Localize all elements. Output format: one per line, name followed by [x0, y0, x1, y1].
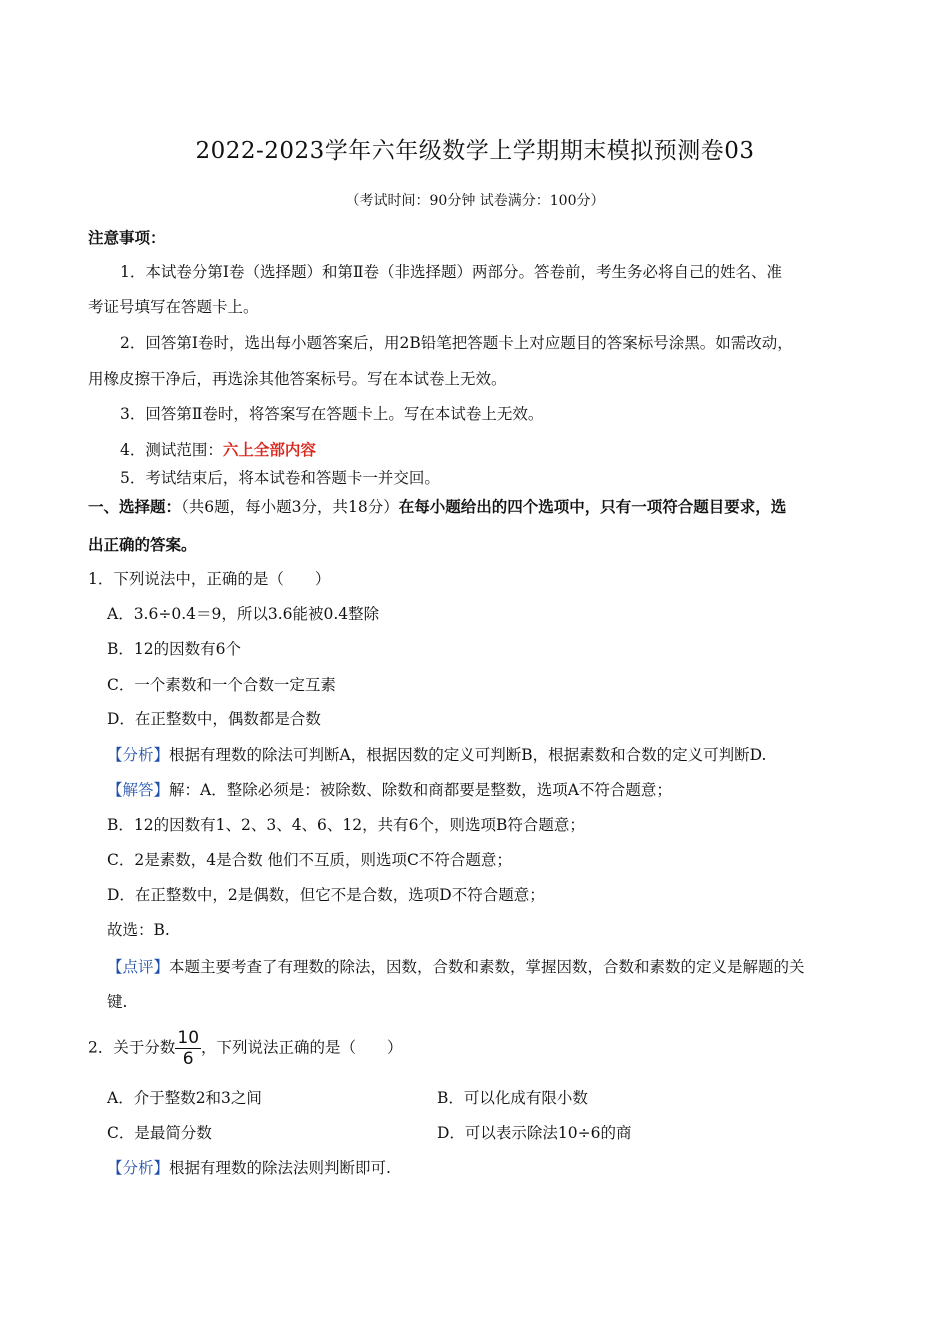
- exam-info: （考试时间：90分钟 试卷满分：100分）: [345, 193, 605, 209]
- q1-option-d: D．在正整数中，偶数都是合数: [107, 710, 321, 728]
- q1-option-b: B．12的因数有6个: [107, 640, 241, 658]
- notice-line-2b: 用橡皮擦干净后，再选涂其他答案标号。写在本试卷上无效。: [88, 370, 507, 388]
- q1-analysis-text: 根据有理数的除法可判断A，根据因数的定义可判断B，根据素数和合数的定义可判断D.: [169, 746, 767, 764]
- notice-line-1b: 考证号填写在答题卡上。: [88, 298, 259, 316]
- q1-option-a: A．3.6÷0.4＝9，所以3.6能被0.4整除: [107, 605, 380, 623]
- q1-solution: [107, 780, 672, 800]
- notice-line-3: 3．回答第Ⅱ卷时，将答案写在答题卡上。写在本试卷上无效。: [120, 405, 544, 423]
- section-1-instruction: 在每小题给出的四个选项中，只有一项符合题目要求，选: [398, 498, 787, 516]
- fraction-numerator: 10: [177, 1028, 200, 1048]
- fraction-denominator: 6: [182, 1049, 194, 1069]
- q1-solution-text: 解：A．整除必须是：被除数、除数和商都要是整数，选项A不符合题意；: [169, 781, 672, 799]
- notice-line-4: [120, 440, 316, 460]
- section-1-label: 一、选择题：: [88, 498, 182, 516]
- q1-comment-text: 本题主要考查了有理数的除法，因数，合数和素数，掌握因数，合数和素数的定义是解题的关: [169, 958, 805, 976]
- notice-line-5: 5．考试结束后，将本试卷和答题卡一并交回。: [120, 469, 440, 487]
- q1-analysis-tag: 【分析】: [107, 746, 170, 764]
- q1-answer: 故选：B.: [107, 921, 170, 939]
- section-1-instruction-cont: 出正确的答案。: [88, 536, 197, 554]
- q1-solution-c: C．2是素数，4是合数 他们不互质，则选项C不符合题意；: [107, 851, 512, 869]
- notice-line-2a: 2．回答第Ⅰ卷时，选出每小题答案后，用2B铅笔把答题卡上对应题目的答案标号涂黑。如需改动，: [120, 334, 793, 352]
- q1-option-c: C．一个素数和一个合数一定互素: [107, 676, 336, 694]
- q2-analysis-text: 根据有理数的除法法则判断即可.: [169, 1159, 391, 1177]
- q2-stem-post: ，下列说法正确的是（ ）: [201, 1038, 403, 1057]
- notice-line-1a: 1．本试卷分第Ⅰ卷（选择题）和第Ⅱ卷（非选择题）两部分。答卷前，考生务必将自己的姓名、准: [120, 263, 783, 281]
- q1-analysis: [107, 745, 766, 765]
- q2-analysis-tag: 【分析】: [107, 1159, 170, 1177]
- q2-stem: [88, 1028, 403, 1069]
- q1-solution-d: D．在正整数中，2是偶数，但它不是合数，选项D不符合题意；: [107, 886, 545, 904]
- section-1-heading: [88, 497, 786, 517]
- q2-option-c: C．是最简分数: [107, 1124, 212, 1142]
- q2-stem-pre: 2．关于分数: [88, 1038, 176, 1057]
- notice-line-4-prefix: 4．测试范围：: [120, 441, 223, 459]
- q1-comment-tag: 【点评】: [107, 958, 170, 976]
- page-title: 2022-2023学年六年级数学上学期期末模拟预测卷03: [195, 138, 755, 164]
- q2-option-b: B．可以化成有限小数: [437, 1089, 588, 1107]
- q1-comment: [107, 957, 805, 977]
- q1-solution-tag: 【解答】: [107, 781, 170, 799]
- test-range: 六上全部内容: [222, 441, 316, 459]
- notice-heading: 注意事项：: [88, 229, 166, 247]
- q2-option-d: D．可以表示除法10÷6的商: [437, 1124, 632, 1142]
- q1-solution-b: B．12的因数有1、2、3、4、6、12，共有6个，则选项B符合题意；: [107, 816, 585, 834]
- q1-comment-cont: 键.: [107, 993, 128, 1011]
- q2-analysis: [107, 1158, 391, 1178]
- section-1-detail: （共6题，每小题3分，共18分）: [181, 498, 399, 516]
- q2-option-a: A．介于整数2和3之间: [107, 1089, 262, 1107]
- fraction-10-6: [175, 1028, 201, 1069]
- q1-stem: 1．下列说法中，正确的是（ ）: [88, 570, 331, 588]
